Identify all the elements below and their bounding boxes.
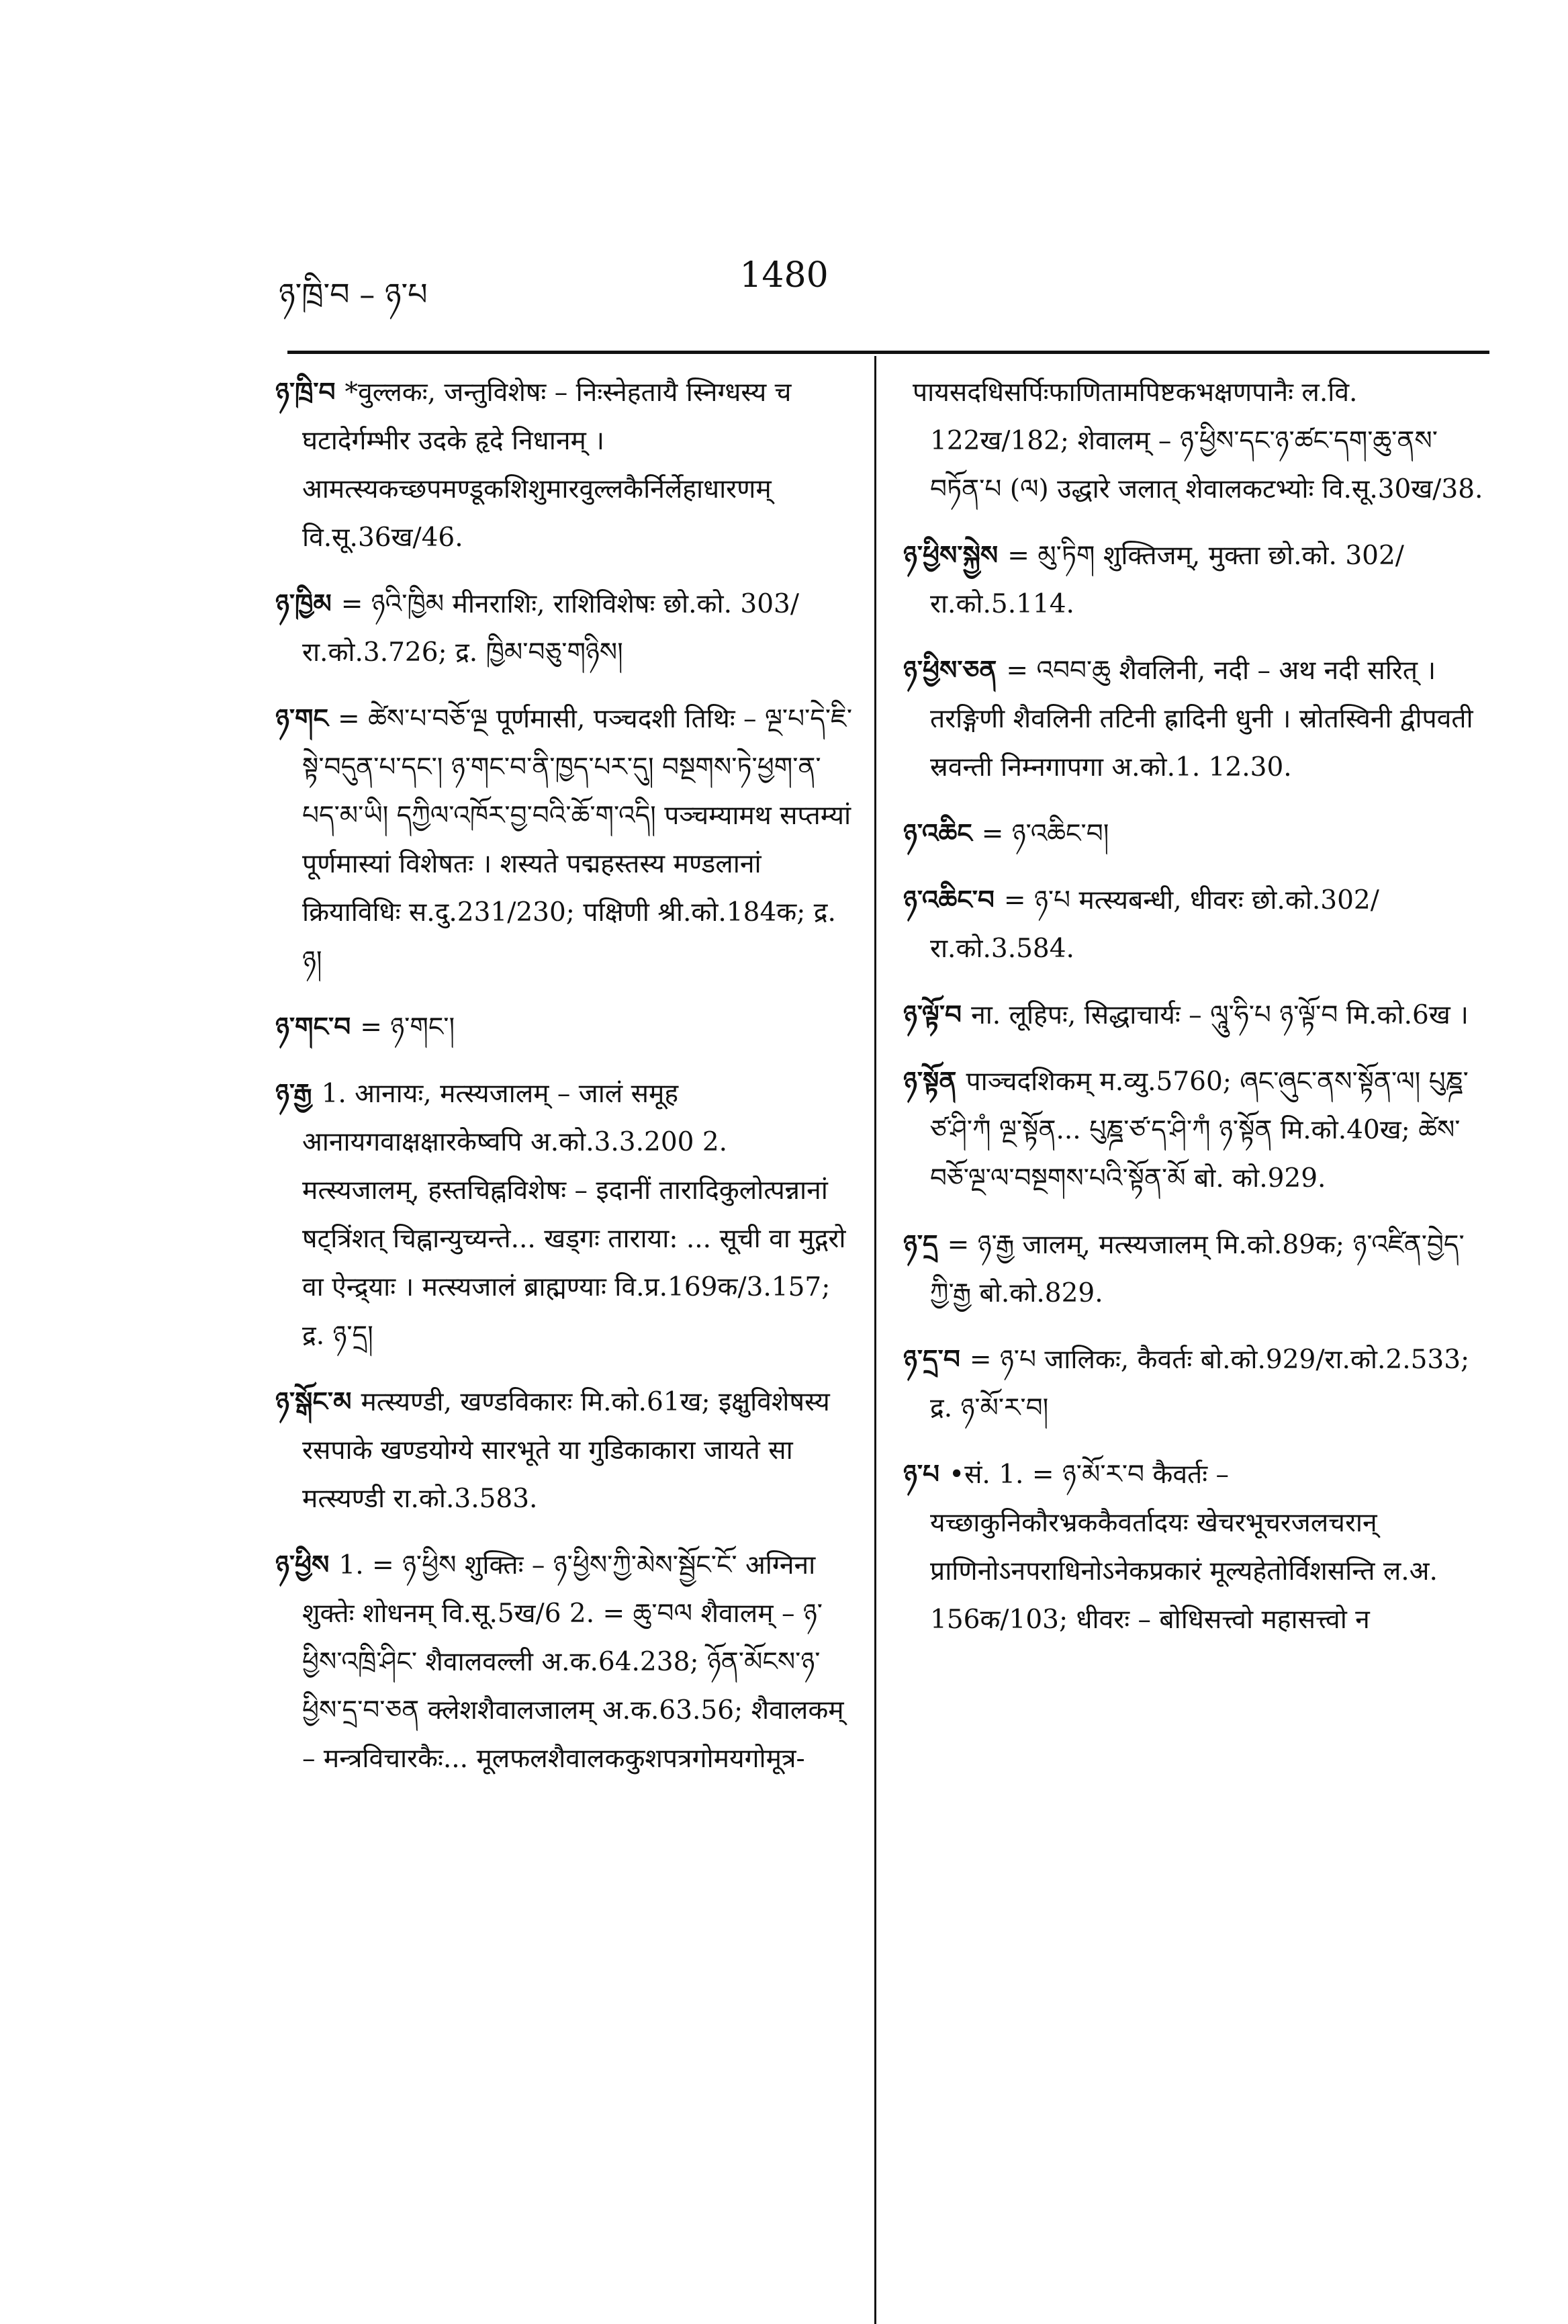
column-divider [874,356,876,2324]
entry-text: पाञ्चदशिकम् म.व्यु.5760; ཞང་ཞུང་ནས་སྟོན་ལ། པུཎྜ་ཙ་ཤི་ཀཾ ལྔ་སྟོན... པུཎྜ་ཙ་ད་ཤི་ཀཾ ཉ་སྟོན मि.को.40ख; ཚེས་བཅོ་ལྔ་ལ་བསྔགས་པའི་སྟོན་མོ बो. को.929. [930,1067,1469,1194]
dictionary-entry [903,876,1487,973]
dictionary-entry [275,580,853,677]
entry-text: ना. लूहिपः, सिद्धाचार्यः – ལཱུ་ཧི་པ ཉ་ལྟོ་བ मि.को.6ख । [971,1000,1469,1030]
dictionary-entry [903,646,1487,792]
dictionary-entry [275,1003,853,1052]
dictionary-entry [903,991,1487,1040]
entry-text: = ཉའི་ཁྱིམ मीनराशिः, राशिविशेषः छो.को. 303/रा.को.3.726; द्र. ཁྱིམ་བཅུ་གཉིས། [302,589,799,668]
dictionary-entry-continued [903,368,1487,514]
dictionary-entry [903,1335,1487,1433]
entry-text: •सं. 1. = ཉ་མོ་ར་བ कैवर्तः – यच्छाकुनिकौरभ्रककैवर्तादयः खेचरभूचरजलचरान् प्राणिनोऽनपराधिनोऽनेकप्रकारं मूल्यहेतोर्विशसन्ति ल.अ. 156क/103; धीवरः – बोधिसत्त्वो महासत्त्वो न [930,1460,1438,1635]
entry-text: 1. आनायः, मत्स्यजालम् – जालं समूह आनायगवाक्षक्षारकेष्वपि अ.को.3.3.200 2. मत्स्यजालम्, हस्तचिह्नविशेषः – इदानीं तारादिकुलोत्पन्नानां षट्त्रिंशत् चिह्नान्युच्यन्ते... खड्गः ताराया: ... सूची वा मुद्गरो वा ऐन्द्र्याः । मत्स्यजालं ब्राह्मण्याः वि.प्र.169क/3.157; द्र. ཉ་དྲ། [302,1079,846,1351]
headword: ཉ་ཕྱིས་སྐྱེས [903,540,999,571]
headword: ཉ་དྲ་བ [903,1344,960,1375]
dictionary-entry [903,809,1487,858]
dictionary-entry [903,1450,1487,1644]
entry-text: = འབབ་ཆུ शैवलिनी, नदी – अथ नदी सरित् । तरङ्गिणी शैवलिनी तटिनी ह्रादिनी धुनी । स्रोतस्विनी द्वीपवती स्रवन्ती निम्नगापगा अ.को.1. 12.30. [930,656,1473,783]
headword: ཉ་སྟོན [903,1066,957,1097]
headword: ཉ་གང་བ [275,1012,351,1042]
entry-text: = ཉ་གང་། [360,1012,455,1042]
headword: ཉ་གང [275,703,329,734]
entry-text: *वुल्लकः, जन्तुविशेषः – निःस्नेहतायै स्निग्धस्य च घटादेर्गम्भीर उदके हृदे निधानम् । आमत्स्यकच्छपमण्डूकशिशुमारवुल्लकैर्निर्लेहाधारणम् वि.सू.36ख/46. [302,377,792,553]
entry-text: 1. = ཉ་ཕྱིས शुक्तिः – ཉ་ཕྱིས་ཀྱི་མེས་སྦྱོང་ངོ་ अग्निना शुक्तेः शोधनम् वि.सू.5ख/6 2. = ཆུ་བལ शैवालम् – ཉ་ཕྱིས་འཁྲི་ཤིང་ शैवालवल्ली अ.क.64.238; ཉོན་མོངས་ཉ་ཕྱིས་དྲ་བ་ཅན क्लेशशैवालजालम् अ.क.63.56; शैवालकम् – मन्त्रविचारकैः... मूलफलशैवालककुशपत्रगोमयगोमूत्र- [302,1550,844,1774]
dictionary-entry [275,1378,853,1523]
dictionary-entry [903,1220,1487,1318]
headword: ཉ་འཆིང [903,818,972,849]
headword: ཉ་འཆིང་བ [903,885,995,915]
entry-text: पायसदधिसर्पिःफाणितामपिष्टकभक्षणपानैः ल.वि. 122ख/182; शेवालम् – ཉ་ཕྱིས་དང་ཉ་ཚང་དག་ཆུ་ནས་བཏོན་པ (ལ) उद्धारे जलात् शेवालकटभ्योः वि.सू.30ख/38. [913,377,1483,504]
entry-text: = ཉ་པ मत्स्यबन्धी, धीवरः छो.को.302/रा.को.3.584. [930,885,1379,964]
headword: ཉ་སྒོང་མ [275,1386,352,1417]
running-head: ཉ་ཁྲི་བ – ཉ་པ [279,276,428,312]
header-rule [287,351,1489,354]
headword: ཉ་ཕྱིས [275,1550,330,1580]
entry-text: = ཉ་རྒྱ जालम्, मत्स्यजालम् मि.को.89क; ཉ་འཛིན་བྱེད་ཀྱི་རྒྱ बो.को.829. [930,1230,1465,1308]
headword: ཉ་ཕྱིས་ཅན [903,655,997,686]
dictionary-entry [903,1057,1487,1203]
headword: ཉ་ཁྲི་བ [275,377,336,408]
entry-text: = མུ་ཏིག शुक्तिजम्, मुक्ता छो.को. 302/रा.को.5.114. [930,541,1404,619]
entry-text: = ཉ་འཆིང་བ། [981,819,1109,849]
entry-text: = ཉ་པ जालिकः, कैवर्तः बो.को.929/रा.को.2.533; द्र. ཉ་མོ་ར་བ། [930,1345,1470,1423]
dictionary-entry [275,695,853,985]
dictionary-entry [275,368,853,562]
page-number: 1480 [739,255,829,296]
right-column [903,368,1487,1662]
headword: ཉ་ཁྱིམ [275,588,332,619]
left-column [275,368,853,1801]
headword: ཉ་རྒྱ [275,1078,312,1109]
dictionary-entry [275,1069,853,1360]
headword: ཉ་དྲ [903,1229,938,1260]
entry-text: = ཚེས་པ་བཅོ་ལྔ पूर्णमासी, पञ्चदशी तिथिः – ལྔ་པ་དེ་ཇི་སྟེ་བདུན་པ་དང་། ཉ་གང་བ་ནི་ཁྱད་པར་དུ། བསྔགས་ཏེ་ཕྱག་ན་པད་མ་ཡི། དཀྱིལ་འཁོར་བྱ་བའི་ཆོ་ག་འདི། पञ्चम्यामथ सप्तम्यां पूर्णमास्यां विशेषतः । शस्यते पद्महस्तस्य मण्डलानां क्रियाविधिः स.दु.231/230; पक्षिणी श्री.को.184क; द्र. ཉ། [302,704,853,976]
dictionary-entry [903,531,1487,629]
headword: ཉ་ལྟོ་བ [903,999,962,1030]
dictionary-entry [275,1541,853,1783]
headword: ཉ་པ [903,1459,940,1490]
entry-text: मत्स्यण्डी, खण्डविकारः मि.को.61ख; इक्षुविशेषस्य रसपाके खण्डयोग्ये सारभूते या गुडिकाकारा जायते सा मत्स्यण्डी रा.को.3.583. [302,1387,830,1514]
